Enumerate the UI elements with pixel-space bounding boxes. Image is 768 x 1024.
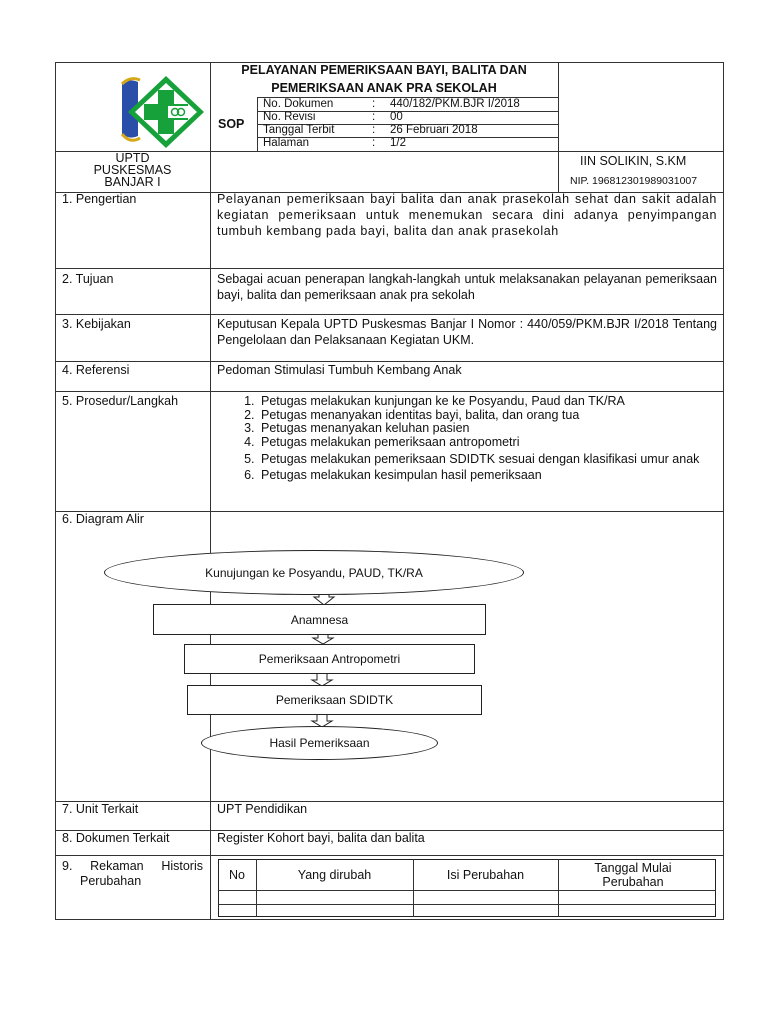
referensi-label: 4. Referensi <box>62 363 130 377</box>
sop-title-line2: PEMERIKSAAN ANAK PRA SEKOLAH <box>271 81 497 95</box>
flow-node-end: Hasil Pemeriksaan <box>201 726 438 760</box>
sop-label: SOP <box>218 117 245 131</box>
kebijakan-text: Keputusan Kepala UPTD Puskesmas Banjar I Nomor : 440/059/PKM.BJR I/2018 Tentang Pengelolaan dan Pelaksanaan Kegiatan UKM. <box>217 317 717 347</box>
doc-number-label: No. Dokumen <box>263 98 334 110</box>
tujuan-text: Sebagai acuan penerapan langkah-langkah untuk melaksanakan pelayanan pemeriksaan bayi, balita dan pemeriksaan anak pra sekolah <box>217 272 717 302</box>
puskesmas-logo <box>118 74 210 150</box>
signer-name: IIN SOLIKIN, S.KM <box>580 154 687 168</box>
unit-text: UPT Pendidikan <box>217 802 308 816</box>
dokumen-text: Register Kohort bayi, balita dan balita <box>217 831 425 845</box>
table-header-changed: Yang dirubah <box>297 868 372 882</box>
rekaman-label-line2: Perubahan <box>80 874 142 888</box>
issue-date-label: Tanggal Terbit <box>263 124 335 136</box>
step-item: 4. Petugas melakukan pemeriksaan antropometri <box>258 436 717 450</box>
revision-sep: : <box>372 111 376 123</box>
signer-nip: NIP. 196812301989031007 <box>570 175 698 187</box>
page-label: Halaman <box>263 137 310 149</box>
revision-value: 00 <box>390 111 403 123</box>
dokumen-label: 8. Dokumen Terkait <box>62 831 170 845</box>
org-line1: UPTD <box>115 151 150 165</box>
step-item: 2. Petugas menanyakan identitas bayi, balita, dan orang tua <box>258 409 717 423</box>
step-item: 3. Petugas menanyakan keluhan pasien <box>258 422 717 436</box>
pengertian-text: Pelayanan pemeriksaan bayi balita dan anak prasekolah sehat dan sakit adalah kegiatan pemeriksaan untuk menemukan secara dini adanya penyimpangan tumbuh kembang pada bayi, balita dan anak prasekolah <box>217 192 717 238</box>
table-header-date: Tanggal Mulai Perubahan <box>594 861 672 889</box>
step-item: 5. Petugas melakukan pemeriksaan SDIDTK sesuai dengan klasifikasi umur anak <box>258 449 717 469</box>
arrow-down-icon <box>312 672 332 686</box>
flow-node-antropometri: Pemeriksaan Antropometri <box>184 644 475 674</box>
issue-date-sep: : <box>372 124 376 136</box>
page-sep: : <box>372 137 376 149</box>
org-line3: BANJAR I <box>104 175 161 189</box>
org-line2: PUSKESMAS <box>93 163 172 177</box>
issue-date-value: 26 Februari 2018 <box>390 124 478 136</box>
diagram-label: 6. Diagram Alir <box>62 512 144 526</box>
flow-node-anamnesa: Anamnesa <box>153 604 486 635</box>
kebijakan-label: 3. Kebijakan <box>62 317 131 331</box>
table-header-no: No <box>229 868 245 882</box>
flow-node-start: Kunujungan ke Posyandu, PAUD, TK/RA <box>104 550 524 595</box>
step-item: 1. Petugas melakukan kunjungan ke ke Posyandu, Paud dan TK/RA <box>258 395 717 409</box>
step-item: 6. Petugas melakukan kesimpulan hasil pemeriksaan <box>258 469 717 483</box>
unit-label: 7. Unit Terkait <box>62 802 139 816</box>
referensi-text: Pedoman Stimulasi Tumbuh Kembang Anak <box>217 363 462 377</box>
sop-title-line1: PELAYANAN PEMERIKSAAN BAYI, BALITA DAN <box>241 63 527 77</box>
prosedur-steps <box>208 395 717 483</box>
revision-label: No. Revisi <box>263 111 316 123</box>
doc-number-value: 440/182/PKM.BJR I/2018 <box>390 98 520 110</box>
pengertian-label: 1. Pengertian <box>62 192 137 206</box>
page-value: 1/2 <box>390 137 406 149</box>
rekaman-label-line1: 9. Rekaman Historis <box>62 859 203 873</box>
tujuan-label: 2. Tujuan <box>62 272 114 286</box>
table-header-content: Isi Perubahan <box>446 868 525 882</box>
doc-number-sep: : <box>372 98 376 110</box>
flow-node-sdidtk: Pemeriksaan SDIDTK <box>187 685 482 715</box>
prosedur-label: 5. Prosedur/Langkah <box>62 394 179 408</box>
arrow-down-icon <box>312 713 332 727</box>
